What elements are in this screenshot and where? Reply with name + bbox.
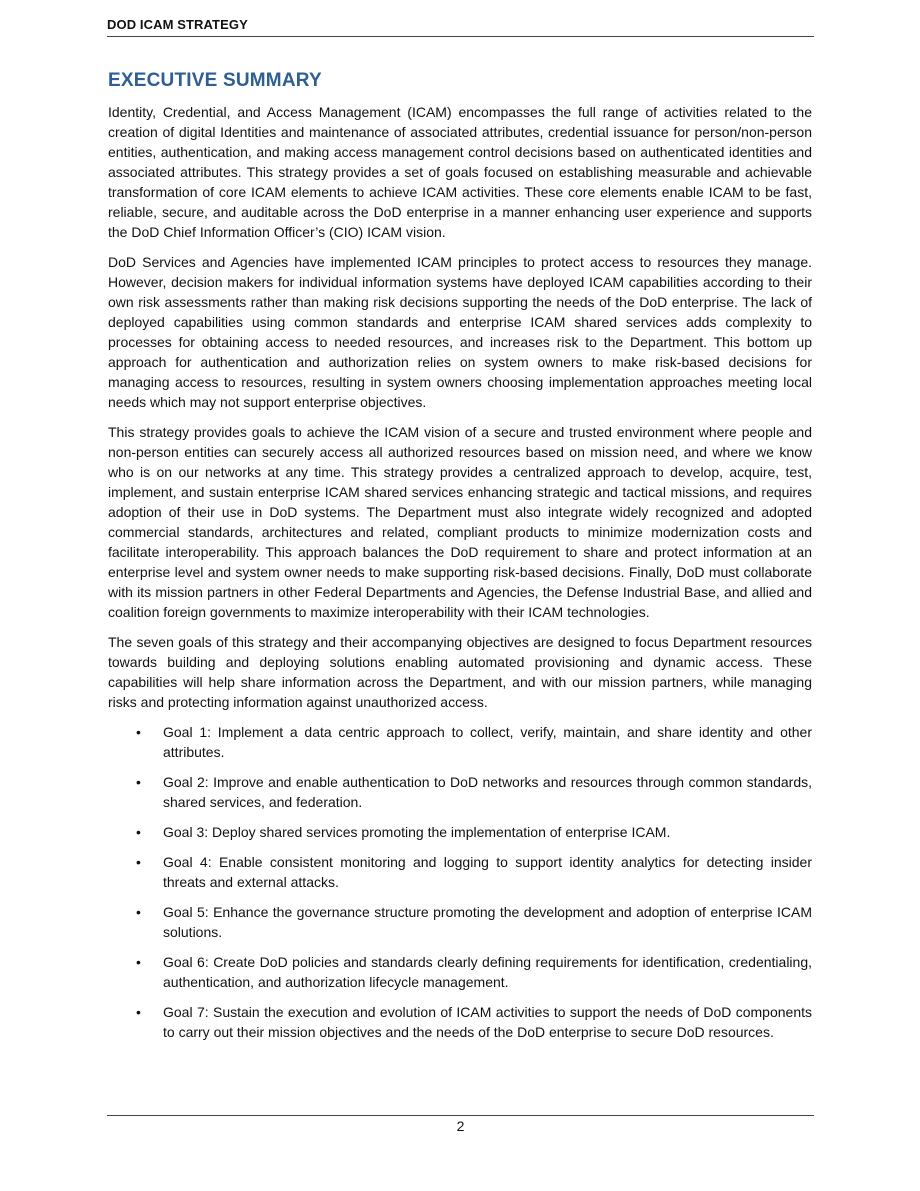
goals-list [108,722,812,1042]
section-heading: EXECUTIVE SUMMARY [108,70,322,91]
goal-item-6 [108,952,812,992]
goal-item-7 [108,1002,812,1042]
goal-item-4 [108,852,812,892]
document-body [108,70,812,1052]
bullet-icon: • [136,824,141,840]
bullet-icon: • [136,774,141,790]
paragraph-3: This strategy provides goals to achieve the ICAM vision of a secure and trusted environment where people and non-person entities can securely access all authorized resources based on mission need, and where we know who is on our networks at any time. This strategy provides a centralized approach to develop, acquire, test, implement, and sustain enterprise ICAM shared services enhancing strategic and tactical missions, and requires adoption of their use in DoD systems. The Department must also integrate widely recognized and adopted commercial standards, architectures and related, compliant products to minimize modernization costs and facilitate interoperability. This approach balances the DoD requirement to share and protect information at an enterprise level and system owner needs to make supporting risk-based decisions. Finally, DoD must collaborate with its mission partners in other Federal Departments and Agencies, the Defense Industrial Base, and allied and coalition foreign governments to maximize interoperability with their ICAM technologies. [108,424,812,620]
bullet-icon: • [136,1004,141,1020]
goal-text: Goal 1: Implement a data centric approach to collect, verify, maintain, and share identity and other attributes. [163,724,812,760]
footer-divider [107,1115,814,1116]
paragraph-4: The seven goals of this strategy and their accompanying objectives are designed to focus Department resources towards building and deploying solutions enabling automated provisioning and dynamic access. These capabilities will help share information across the Department, and with our mission partners, while managing risks and protecting information against unauthorized access. [108,634,812,710]
goal-item-3 [108,822,812,842]
goal-item-2 [108,772,812,812]
paragraph-2: DoD Services and Agencies have implemented ICAM principles to protect access to resources they manage. However, decision makers for individual information systems have deployed ICAM capabilities according to their own risk assessments rather than making risk decisions supporting the needs of the DoD enterprise. The lack of deployed capabilities using common standards and enterprise ICAM shared services adds complexity to processes for obtaining access to needed resources, and increases risk to the Department. This bottom up approach for authentication and authorization relies on system owners to make risk-based decisions for managing access to resources, resulting in system owners choosing implementation approaches meeting local needs which may not support enterprise objectives. [108,254,812,410]
goal-text: Goal 4: Enable consistent monitoring and logging to support identity analytics for detecting insider threats and external attacks. [163,854,812,890]
goal-text: Goal 3: Deploy shared services promoting the implementation of enterprise ICAM. [163,824,671,840]
bullet-icon: • [136,724,141,740]
bullet-icon: • [136,854,141,870]
goal-text: Goal 2: Improve and enable authentication to DoD networks and resources through common standards, shared services, and federation. [163,774,812,810]
paragraph-1: Identity, Credential, and Access Management (ICAM) encompasses the full range of activities related to the creation of digital Identities and maintenance of associated attributes, credential issuance for person/non-person entities, authentication, and making access management control decisions based on authenticated identities and associated attributes. This strategy provides a set of goals focused on establishing measurable and achievable transformation of core ICAM elements to achieve ICAM activities. These core elements enable ICAM to be fast, reliable, secure, and auditable across the DoD enterprise in a manner enhancing user experience and supports the DoD Chief Information Officer’s (CIO) ICAM vision. [108,104,812,240]
goal-text: Goal 5: Enhance the governance structure promoting the development and adoption of enterprise ICAM solutions. [163,904,812,940]
bullet-icon: • [136,904,141,920]
goal-text: Goal 6: Create DoD policies and standards clearly defining requirements for identification, credentialing, authentication, and authorization lifecycle management. [163,954,812,990]
bullet-icon: • [136,954,141,970]
header-divider [107,36,814,37]
goal-item-1 [108,722,812,762]
running-header: DOD ICAM STRATEGY [107,17,248,32]
page-number: 2 [456,1118,465,1134]
goal-text: Goal 7: Sustain the execution and evolution of ICAM activities to support the needs of DoD components to carry out their mission objectives and the needs of the DoD enterprise to secure DoD resources. [163,1004,812,1040]
goal-item-5 [108,902,812,942]
